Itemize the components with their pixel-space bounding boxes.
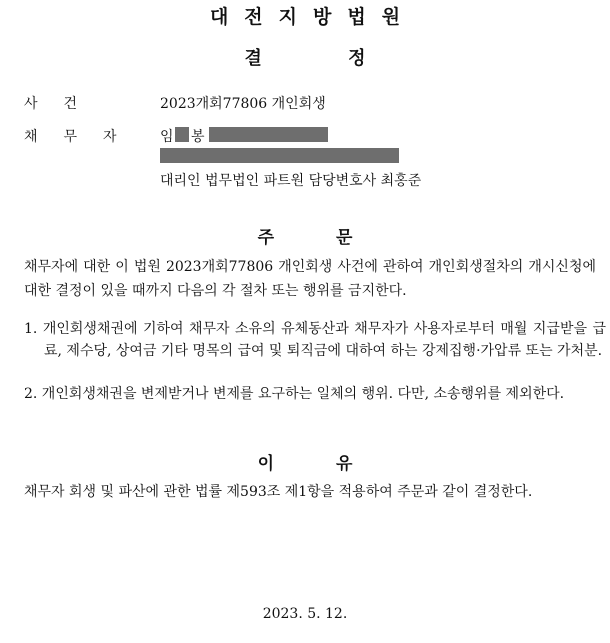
order-item: 1. 개인회생채권에 기하여 채무자 소유의 유체동산과 채무자가 사용자로부터 매월 지급받을 급료, 제수당, 상여금 기타 명목의 급여 및 퇴직금에 대하여 하는 강제집행·가압류 또는 가처분. xyxy=(24,321,606,359)
case-number: 2023개회77806 개인회생 xyxy=(160,96,326,112)
debtor-name-prefix: 임 xyxy=(160,129,174,145)
order-heading: 주 문 xyxy=(257,228,353,248)
redaction-block xyxy=(160,148,399,163)
order-intro: 채무자에 대한 이 법원 2023개회77806 개인회생 사건에 관하여 개인회생절차의 개시신청에 대한 결정이 있을 때까지 다음의 각 절차 또는 행위를 금지한다. xyxy=(24,259,596,299)
debtor-name-suffix: 봉 xyxy=(191,129,205,145)
debtor-agent: 대리인 법무법인 파트원 담당변호사 최홍준 xyxy=(160,173,422,189)
document-type: 결 정 xyxy=(244,48,366,69)
redaction-block xyxy=(209,127,328,142)
court-name: 대전지방법원 xyxy=(209,6,417,28)
case-label: 사건 xyxy=(24,96,104,112)
reason-heading: 이 유 xyxy=(257,454,353,474)
reason-text: 채무자 회생 및 파산에 관한 법률 제593조 제1항을 적용하여 주문과 같이 결정한다. xyxy=(24,484,533,500)
order-item: 2. 개인회생채권을 변제받거나 변제를 요구하는 일체의 행위. 다만, 소송행위를 제외한다. xyxy=(24,386,565,402)
redaction-block xyxy=(175,127,189,142)
debtor-label: 채무자 xyxy=(24,129,143,145)
decision-date: 2023. 5. 12. xyxy=(262,606,348,622)
